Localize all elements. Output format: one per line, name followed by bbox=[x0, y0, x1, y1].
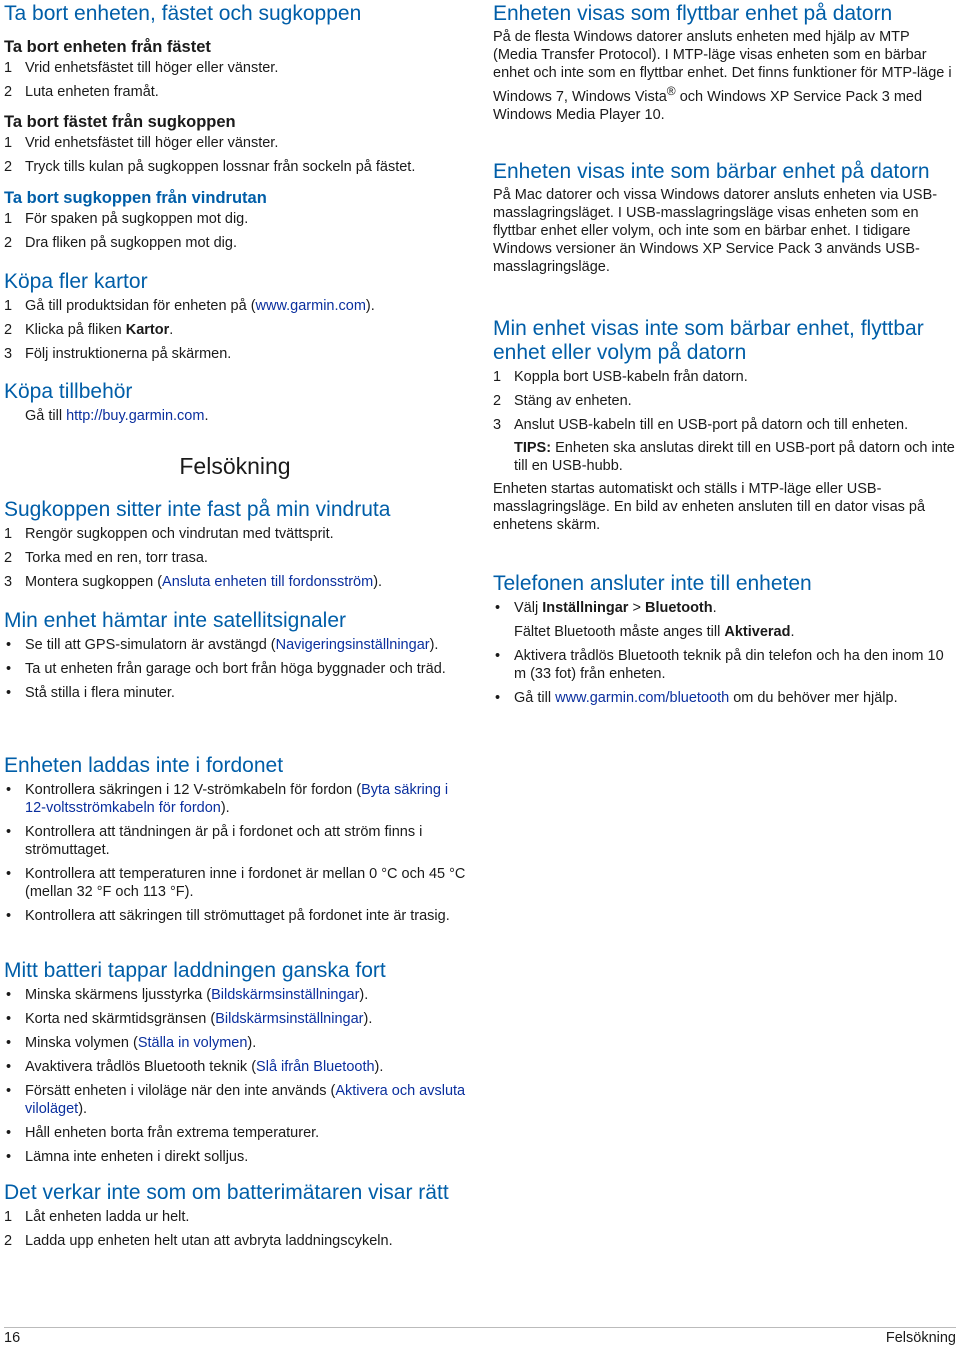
heading-buy-accessories: Köpa tillbehör bbox=[4, 380, 133, 403]
subheading-remove-from-mount: Ta bort enheten från fästet bbox=[4, 38, 211, 56]
chapter-heading bbox=[4, 452, 466, 480]
section-removable-drive bbox=[493, 2, 955, 124]
section-remove-device bbox=[4, 2, 466, 26]
section-satellite bbox=[4, 609, 466, 702]
list-item: • Kontrollera att tändningen är på i fordonet och att ström finns i strömuttaget. bbox=[6, 824, 423, 858]
subheading-remove-suction: Ta bort sugkoppen från vindrutan bbox=[4, 189, 267, 207]
removable-drive-text: På de flesta Windows datorer ansluts enheten med hjälp av MTP (Media Transfer Protocol). I MTP-läge visas enheten som en bärbar enhet och inte som en flyttbar enhet. Det finns funktioner för MTP-läge i Windows 7, Windows Vista® och Windows XP Service Pack 3 med Windows Media Player 10. bbox=[493, 29, 952, 123]
heading-suction-cup: Sugkoppen sitter inte fast på min vindruta bbox=[4, 498, 391, 521]
section-not-portable bbox=[493, 160, 955, 276]
list-item: • Ta ut enheten från garage och bort från höga byggnader och träd. bbox=[6, 661, 446, 677]
section-not-charging bbox=[4, 754, 466, 925]
heading-remove-device: Ta bort enheten, fästet och sugkoppen bbox=[4, 2, 362, 25]
section-buy-accessories bbox=[4, 380, 466, 425]
step: 3 Montera sugkoppen (Ansluta enheten till fordonsström). bbox=[4, 574, 383, 590]
section-buy-maps bbox=[4, 270, 466, 363]
heading-satellite: Min enhet hämtar inte satellitsignaler bbox=[4, 609, 347, 632]
mtp-text: Enheten startas automatiskt och ställs i MTP-läge eller USB-masslagringsläge. En bild av enheten ansluten till en dator visas på enhetens skärm. bbox=[493, 481, 926, 533]
link-volume[interactable]: Ställa in volymen bbox=[137, 1035, 248, 1051]
link-sleep-mode[interactable]: Aktivera och avsluta viloläget bbox=[25, 1083, 466, 1117]
step: 1 För spaken på sugkoppen mot dig. bbox=[4, 211, 249, 227]
list-item: • Minska volymen (Ställa in volymen). bbox=[6, 1035, 257, 1051]
step: 1 Rengör sugkoppen och vindrutan med tvättsprit. bbox=[4, 526, 334, 542]
list-item: • Lämna inte enheten i direkt solljus. bbox=[6, 1149, 249, 1165]
step: 2 Luta enheten framåt. bbox=[4, 84, 159, 100]
page-number: 16 bbox=[4, 1330, 21, 1346]
list-item: • Kontrollera säkringen i 12 V-strömkabeln för fordon (Byta säkring i 12-voltsströmkabeln för fordon). bbox=[6, 782, 449, 816]
section-battery-gauge bbox=[4, 1181, 466, 1250]
section-battery-drain bbox=[4, 959, 466, 1166]
list-item: • Minska skärmens ljusstyrka (Bildskärmsinställningar). bbox=[6, 987, 369, 1003]
step: 1 Gå till produktsidan för enheten på (www.garmin.com). bbox=[4, 298, 375, 314]
subsection-remove-mount-from-suction bbox=[4, 112, 466, 176]
list-item: • Korta ned skärmtidsgränsen (Bildskärmsinställningar). bbox=[6, 1011, 373, 1027]
list-item: • Kontrollera att temperaturen inne i fordonet är mellan 0 °C och 45 °C (mellan 32 °F och 113 °F). bbox=[6, 866, 466, 900]
step: 1 Vrid enhetsfästet till höger eller vänster. bbox=[4, 60, 279, 76]
step: 1 Låt enheten ladda ur helt. bbox=[4, 1209, 190, 1225]
heading-removable-drive: Enheten visas som flyttbar enhet på datorn bbox=[493, 2, 893, 25]
subsection-remove-from-mount bbox=[4, 37, 466, 101]
not-portable-text: På Mac datorer och vissa Windows datorer ansluts enheten via USB-masslagringsläget. I USB-masslagringsläge visas enheten som en flyttbar enhet eller volym, och inte som en bärbar enhet. I tidigare Windows versioner än Windows XP Service Pack 3 används USB-masslagringsläge. bbox=[493, 187, 938, 275]
heading-phone: Telefonen ansluter inte till enheten bbox=[493, 572, 812, 595]
bluetooth-field-note: Fältet Bluetooth måste anges till Aktiverad. bbox=[514, 624, 795, 640]
step: 1 Vrid enhetsfästet till höger eller vänster. bbox=[4, 135, 279, 151]
heading-battery-drain: Mitt batteri tappar laddningen ganska fort bbox=[4, 959, 386, 982]
link-bluetooth-off[interactable]: Slå ifrån Bluetooth bbox=[256, 1059, 375, 1075]
list-item: • Välj Inställningar > Bluetooth. bbox=[495, 600, 717, 616]
battery-tips-list bbox=[4, 986, 466, 1166]
list-item: • Aktivera trådlös Bluetooth teknik på din telefon och ha den inom 10 m (33 fot) från enheten. bbox=[495, 648, 944, 682]
garmin-bluetooth-link[interactable]: www.garmin.com/bluetooth bbox=[555, 690, 730, 706]
heading-not-charging: Enheten laddas inte i fordonet bbox=[4, 754, 284, 777]
section-phone bbox=[493, 572, 955, 707]
heading-buy-maps: Köpa fler kartor bbox=[4, 270, 148, 293]
step: 3 Anslut USB-kabeln till en USB-port på datorn och till enheten. bbox=[493, 417, 909, 433]
heading-not-visible: Min enhet visas inte som bärbar enhet, flyttbar enhet eller volym på datorn bbox=[493, 317, 924, 364]
list-item: • Stå stilla i flera minuter. bbox=[6, 685, 175, 701]
list-item: • Kontrollera att säkringen till strömuttaget på fordonet inte är trasig. bbox=[6, 908, 450, 924]
list-item: • Avaktivera trådlös Bluetooth teknik (Slå ifrån Bluetooth). bbox=[6, 1059, 384, 1075]
step: 2 Ladda upp enheten helt utan att avbryta laddningscykeln. bbox=[4, 1233, 393, 1249]
step: 1 Koppla bort USB-kabeln från datorn. bbox=[493, 369, 748, 385]
heading-not-portable: Enheten visas inte som bärbar enhet på datorn bbox=[493, 160, 930, 183]
step: 2 Klicka på fliken Kartor. bbox=[4, 322, 174, 338]
step: 3 Följ instruktionerna på skärmen. bbox=[4, 346, 232, 362]
garmin-link[interactable]: www.garmin.com bbox=[255, 298, 366, 314]
link-replace-fuse[interactable]: Byta säkring i 12-voltsströmkabeln för fordon bbox=[25, 782, 449, 816]
link-connect-power[interactable]: Ansluta enheten till fordonsström bbox=[162, 574, 374, 590]
footer-divider bbox=[4, 1327, 956, 1328]
footer-section: Felsökning bbox=[885, 1330, 956, 1346]
step: 2 Torka med en ren, torr trasa. bbox=[4, 550, 208, 566]
section-suction-cup bbox=[4, 498, 466, 591]
list-item: • Se till att GPS-simulatorn är avstängd (Navigeringsinställningar). bbox=[6, 637, 439, 653]
list-item: • Gå till www.garmin.com/bluetooth om du behöver mer hjälp. bbox=[495, 690, 898, 706]
section-not-visible bbox=[493, 317, 955, 534]
heading-battery-gauge: Det verkar inte som om batterimätaren visar rätt bbox=[4, 1181, 449, 1204]
step: 2 Tryck tills kulan på sugkoppen lossnar från sockeln på fästet. bbox=[4, 159, 416, 175]
chapter-title: Felsökning bbox=[179, 453, 291, 479]
tips-note: TIPS: Enheten ska anslutas direkt till en USB-port på datorn och inte till en USB-hubb. bbox=[514, 440, 955, 474]
step: 2 Stäng av enheten. bbox=[493, 393, 632, 409]
link-nav-settings[interactable]: Navigeringsinställningar bbox=[275, 637, 430, 653]
step: 2 Dra fliken på sugkoppen mot dig. bbox=[4, 235, 237, 251]
link-display-settings[interactable]: Bildskärmsinställningar bbox=[215, 1011, 364, 1027]
accessories-text: Gå till http://buy.garmin.com. bbox=[25, 408, 209, 424]
buy-garmin-link[interactable]: http://buy.garmin.com bbox=[66, 408, 205, 424]
subheading-remove-mount: Ta bort fästet från sugkoppen bbox=[4, 113, 236, 131]
subsection-remove-suction bbox=[4, 188, 466, 252]
list-item: • Försätt enheten i viloläge när den inte används (Aktivera och avsluta viloläget). bbox=[6, 1083, 466, 1117]
list-item: • Håll enheten borta från extrema temperaturer. bbox=[6, 1125, 320, 1141]
link-display-settings[interactable]: Bildskärmsinställningar bbox=[211, 987, 360, 1003]
